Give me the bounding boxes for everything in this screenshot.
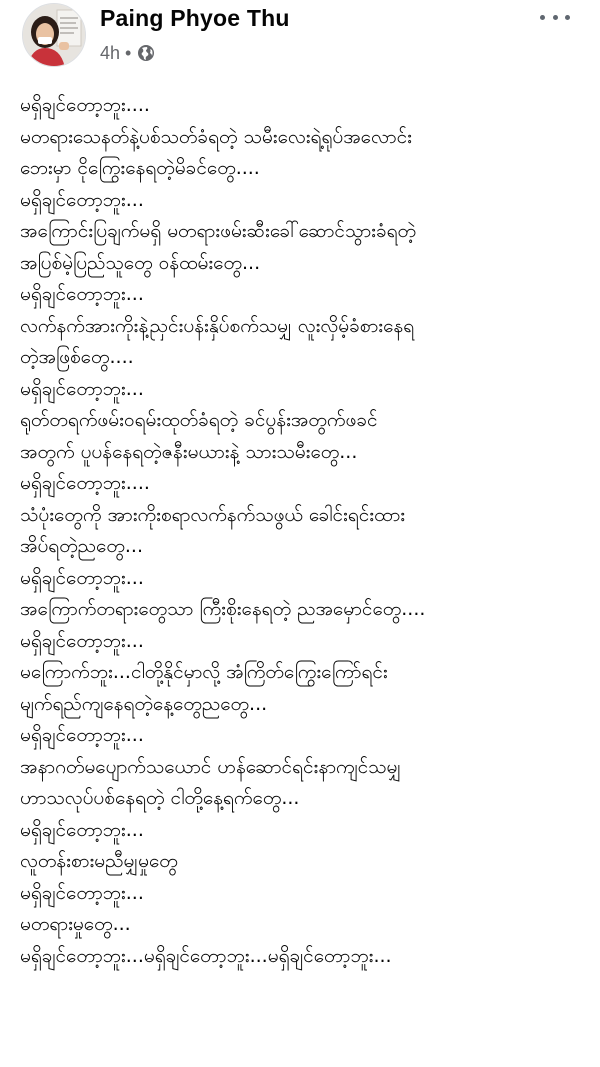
post-text-line: မရှိချင်တော့ဘူး...: [20, 818, 144, 841]
post-text-line: အတွက် ပူပန်နေရတဲ့ဇနီးမယားနဲ့ သားသမီးတွေ...: [20, 440, 358, 463]
post-text-line: မရှိချင်တော့ဘူး...: [20, 629, 144, 652]
post-text-line: လက်နက်အားကိုးနဲ့ညှင်းပန်းနှိပ်စက်သမျှ လူးလှိမ့်ခံစားနေရ: [20, 314, 415, 337]
post-meta: [100, 40, 155, 66]
post-text-line: အိပ်ရတဲ့ညတွေ...: [20, 535, 143, 557]
more-options-icon: [553, 15, 558, 20]
post-text-line: ဘေးမှာ ငိုကြွေးနေရတဲ့မိခင်တွေ....: [20, 157, 260, 179]
post-text-line: ရုတ်တရက်ဖမ်းဝရမ်းထုတ်ခံရတဲ့ ခင်ပွန်းအတွက်ဖခင်: [20, 409, 378, 431]
more-options-icon: [540, 15, 545, 20]
post-timestamp[interactable]: 4h: [100, 42, 121, 63]
more-options-icon: [565, 15, 570, 20]
meta-separator: •: [125, 42, 132, 63]
post-text-line: မရှိချင်တော့ဘူး...: [20, 566, 144, 589]
post-text-line: အကြောင်းပြချက်မရှိ မတရားဖမ်းဆီးခေါ်ဆောင်သွားခံရတဲ့: [20, 220, 417, 242]
post-text-line: လူတန်းစားမညီမျှမှုတွေ: [20, 850, 178, 872]
post-text-line: မရှိချင်တော့ဘူး...: [20, 724, 144, 746]
post-text-line: အကြောက်တရားတွေသာ ကြီးစိုးနေရတဲ့ ညအမှောင်တွေ....: [20, 598, 426, 620]
post-text-line: မရှိချင်တော့ဘူး...: [20, 377, 144, 400]
author-name[interactable]: Paing Phyoe Thu: [100, 5, 290, 31]
post-text-line: မရှိချင်တော့ဘူး...: [20, 283, 144, 305]
post-text-line: မရှိချင်တော့ဘူး....: [20, 472, 150, 494]
post-text-line: ဟာသလုပ်ပစ်နေရတဲ့ ငါတို့နေ့ရက်တွေ...: [20, 787, 300, 809]
post-text-line: မရှိချင်တော့ဘူး...: [20, 881, 144, 904]
post-text-line: တဲ့အဖြစ်တွေ....: [20, 346, 134, 368]
post-text-line: သံပုံးတွေကို အားကိုးစရာလက်နက်သဖွယ် ခေါင်းရင်းထား: [20, 503, 406, 526]
post-text-line: မတရားသေနတ်နဲ့ပစ်သတ်ခံရတဲ့ သမီးလေးရဲ့ရုပ်အလောင်း: [20, 125, 412, 148]
post-header: [0, 0, 600, 80]
post-text-line: မရှိချင်တော့ဘူး...မရှိချင်တော့ဘူး...မရှိချင်တော့ဘူး...: [20, 944, 392, 967]
post-text-line: အပြစ်မဲ့ပြည်သူတွေ ဝန်ထမ်းတွေ...: [20, 251, 261, 274]
post-text-line: မရှိချင်တော့ဘူး...: [20, 188, 144, 211]
globe-icon[interactable]: [137, 44, 155, 62]
more-options-button[interactable]: [540, 9, 570, 25]
profile-photo: [23, 4, 86, 67]
post-text-line: မကြောက်ဘူး...ငါတို့နိုင်မှာလို့ အံကြိတ်ကြွေးကြော်ရင်း: [20, 661, 388, 683]
post-text-line: အနာဂတ်မပျောက်သယောင် ဟန်ဆောင်ရင်းနာကျင်သမျှ: [20, 755, 402, 778]
post-text-line: မတရားမှုတွေ...: [20, 913, 131, 935]
post-text: [20, 90, 592, 972]
avatar[interactable]: [22, 3, 86, 67]
post-text-line: မျက်ရည်ကျနေရတဲ့နေ့တွေညတွေ...: [20, 692, 268, 715]
post-text-line: မရှိချင်တော့ဘူး....: [20, 94, 150, 116]
